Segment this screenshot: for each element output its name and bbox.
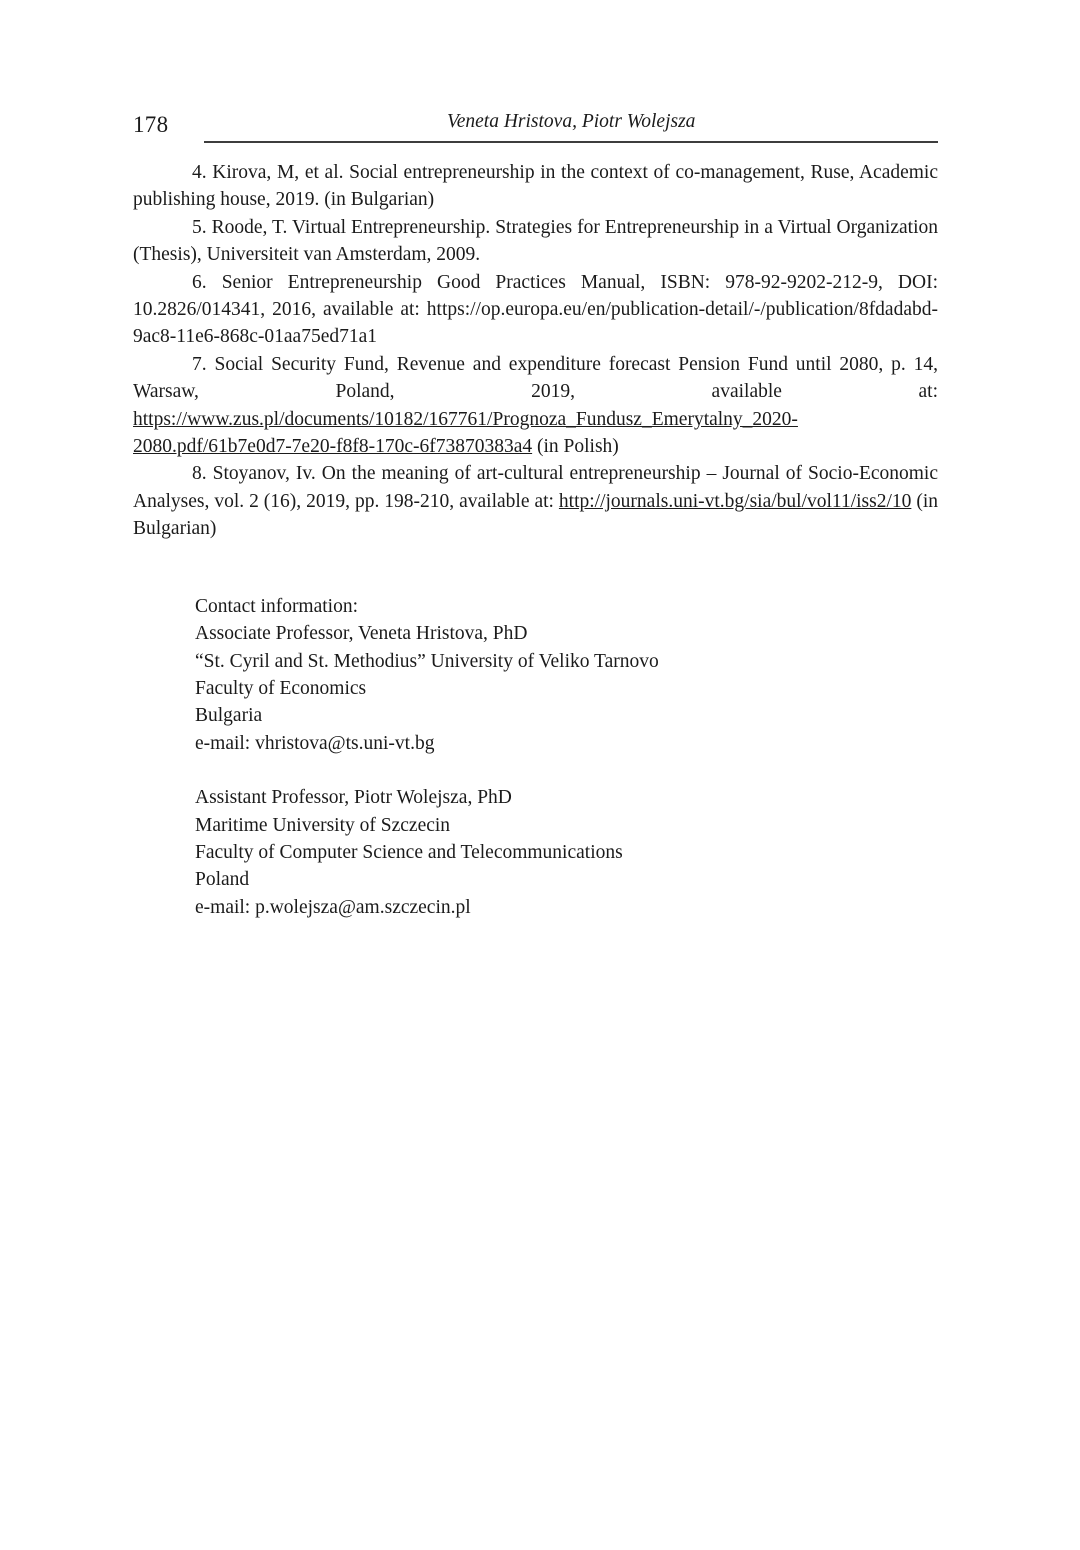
reference-text: 5. Roode, T. Virtual Entrepreneurship. Strategies for Entrepreneurship in a Virtual Organization (Thesis), Universiteit van Amsterdam, 2009. xyxy=(133,216,938,266)
reference-text: 4. Kirova, M, et al. Social entrepreneurship in the context of co-management, Ruse, Academic publishing house, 2019. (in Bulgarian) xyxy=(133,162,938,211)
contact-university: “St. Cyril and St. Methodius” University of Veliko Tarnovo xyxy=(195,650,659,672)
contact-email: e-mail: vhristova@ts.uni-vt.bg xyxy=(195,732,435,754)
reference-text: 6. Senior Entrepreneurship Good Practices Manual, ISBN: 978-92-9202-212-9, DOI: 10.2826/014341, 2016, available at: https://op.europa.eu/en/publication-detail/-/publication/8fdadabd-9ac8-11e6-868c-01aa75ed71a1 xyxy=(133,271,938,348)
reference-item-5 xyxy=(133,214,938,269)
reference-text: (in Bulgarian) xyxy=(133,490,938,540)
reference-text: (in Polish) xyxy=(532,436,619,458)
reference-item-7 xyxy=(133,351,938,461)
page-header xyxy=(133,112,938,143)
contact-faculty: Faculty of Economics xyxy=(195,677,367,699)
contact-name: Assistant Professor, Piotr Wolejsza, PhD xyxy=(195,787,512,809)
contact-info-person-1 xyxy=(195,593,938,757)
contact-faculty: Faculty of Computer Science and Telecommunications xyxy=(195,841,623,863)
reference-item-6 xyxy=(133,269,938,351)
reference-item-4 xyxy=(133,159,938,214)
contact-heading: Contact information: xyxy=(195,595,359,617)
running-title: Veneta Hristova, Piotr Wolejsza xyxy=(446,111,696,132)
contact-name: Associate Professor, Veneta Hristova, PhD xyxy=(195,623,528,645)
reference-link-journals[interactable]: http://journals.uni-vt.bg/sia/bul/vol11/iss2/10 xyxy=(558,490,912,512)
reference-text: 7. Social Security Fund, Revenue and expenditure forecast Pension Fund until 2080, p. 14, Warsaw, Poland, 2019, available at: xyxy=(133,353,938,403)
contact-university: Maritime University of Szczecin xyxy=(195,814,451,836)
contact-email: e-mail: p.wolejsza@am.szczecin.pl xyxy=(195,896,471,918)
page-number: 178 xyxy=(133,112,169,137)
references-section xyxy=(133,159,938,543)
reference-item-8 xyxy=(133,460,938,542)
contact-info-person-2 xyxy=(195,784,938,921)
reference-link-zus[interactable]: https://www.zus.pl/documents/10182/167761/Prognoza_Fundusz_Emerytalny_2020-2080.pdf/61b7e0d7-7e20-f8f8-170c-6f73870383a4 xyxy=(133,408,798,458)
reference-text: 8. Stoyanov, Iv. On the meaning of art-cultural entrepreneurship – Journal of Socio-Economic Analyses, vol. 2 (16), 2019, pp. 198-210, available at: xyxy=(133,463,938,512)
contact-country: Bulgaria xyxy=(195,705,263,727)
running-header-rule xyxy=(204,112,938,143)
contact-country: Poland xyxy=(195,869,250,891)
